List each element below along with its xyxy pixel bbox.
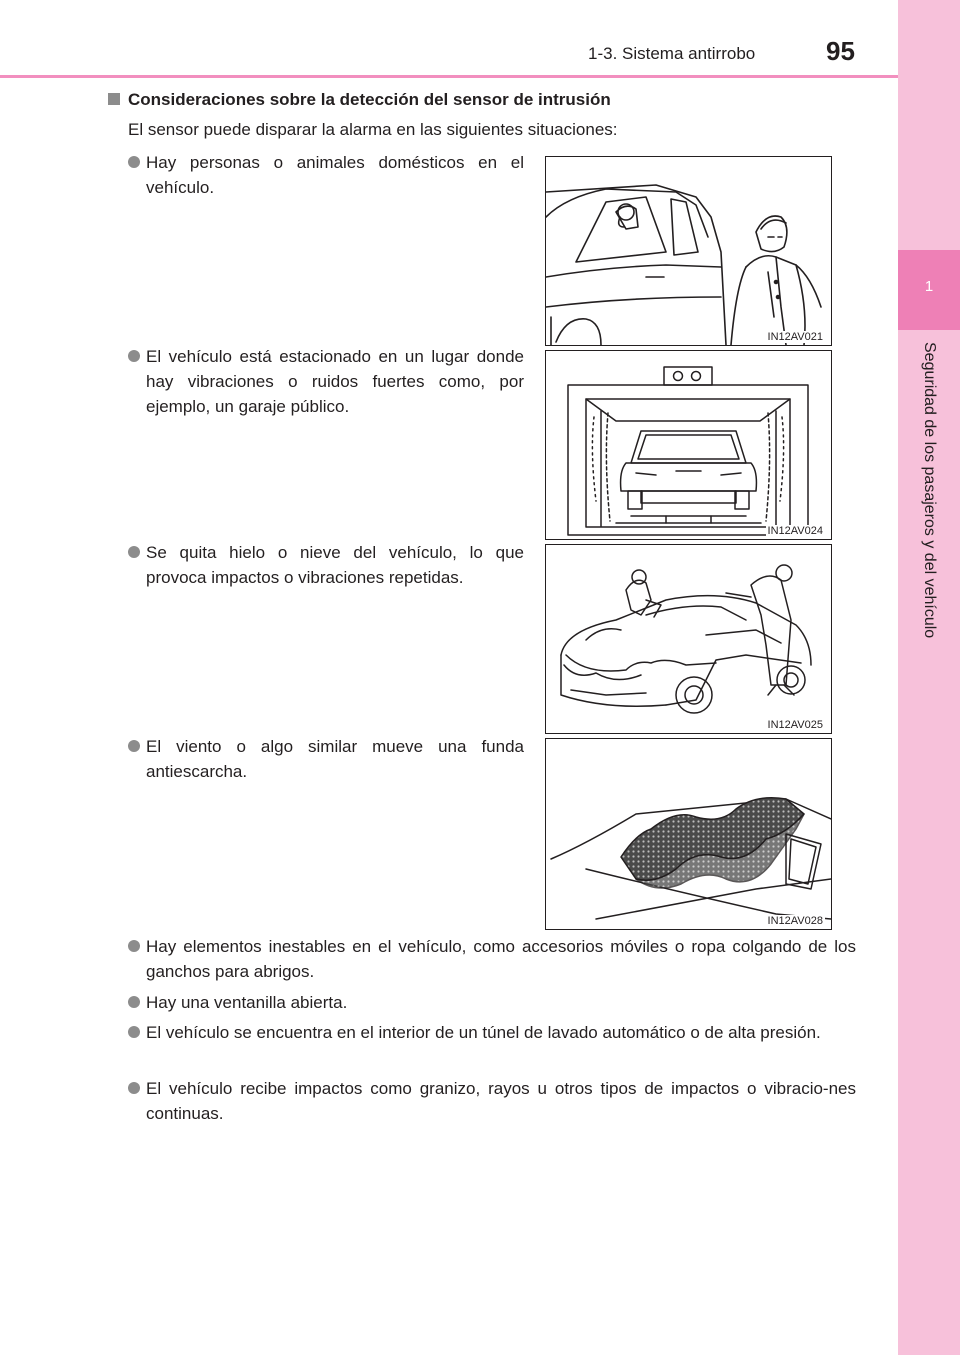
figure-code: IN12AV025 [767,719,823,731]
frost-cover-illustration [546,739,831,929]
figure-code: IN12AV024 [767,525,823,537]
figure-code: IN12AV021 [767,331,823,343]
square-bullet-icon [108,93,120,105]
list-item [128,1020,856,1045]
bullet-icon [128,1026,140,1038]
chapter-title: Seguridad de los pasajeros y del vehículo [921,342,938,639]
bullet-icon [128,996,140,1008]
list-item [128,734,524,784]
list-item-text: El vehículo está estacionado en un lugar donde hay vibraciones o ruidos fuertes como, por ejemplo, un garaje público. [146,347,524,416]
car-with-dog-illustration [546,157,831,345]
snow-removal-illustration [546,545,831,733]
list-item [128,150,524,200]
figure-snow-removal [545,544,832,734]
list-item [128,934,856,984]
bullet-icon [128,940,140,952]
side-tab [898,0,960,1355]
section-title: 1-3. Sistema antirrobo [588,44,756,63]
page-number: 95 [826,36,855,66]
list-item-text: Hay elementos inestables en el vehículo, como accesorios móviles o ropa colgando de los ganchos para abrigos. [146,937,856,981]
chapter-number: 1 [924,278,934,295]
figure-car-in-garage [545,350,832,540]
bullet-icon [128,740,140,752]
figure-frost-cover [545,738,832,930]
bullet-icon [128,1082,140,1094]
figure-code: IN12AV028 [767,915,823,927]
heading-text: Consideraciones sobre la detección del sensor de intrusión [128,90,611,109]
list-item [128,344,524,419]
section-heading [108,90,611,110]
list-item-text: El vehículo recibe impactos como granizo, rayos u otros tipos de impactos o vibracio-nes continuas. [146,1079,856,1123]
list-item [128,990,856,1015]
list-item-text: Hay una ventanilla abierta. [146,993,348,1012]
car-in-garage-illustration [546,351,831,539]
bullet-icon [128,546,140,558]
bullet-icon [128,156,140,168]
list-item-text: Hay personas o animales domésticos en el vehículo. [146,153,524,197]
figure-car-with-dog [545,156,832,346]
intro-text: El sensor puede disparar la alarma en las siguientes situaciones: [128,120,618,139]
list-item-text: Se quita hielo o nieve del vehículo, lo que provoca impactos o vibraciones repetidas. [146,543,524,587]
list-item-text: El vehículo se encuentra en el interior de un túnel de lavado automático o de alta presión. [146,1023,821,1042]
list-item-text: El viento o algo similar mueve una funda antiescarcha. [146,737,524,781]
list-item [128,540,524,590]
list-item [128,1076,856,1126]
header-rule [0,75,898,78]
bullet-icon [128,350,140,362]
